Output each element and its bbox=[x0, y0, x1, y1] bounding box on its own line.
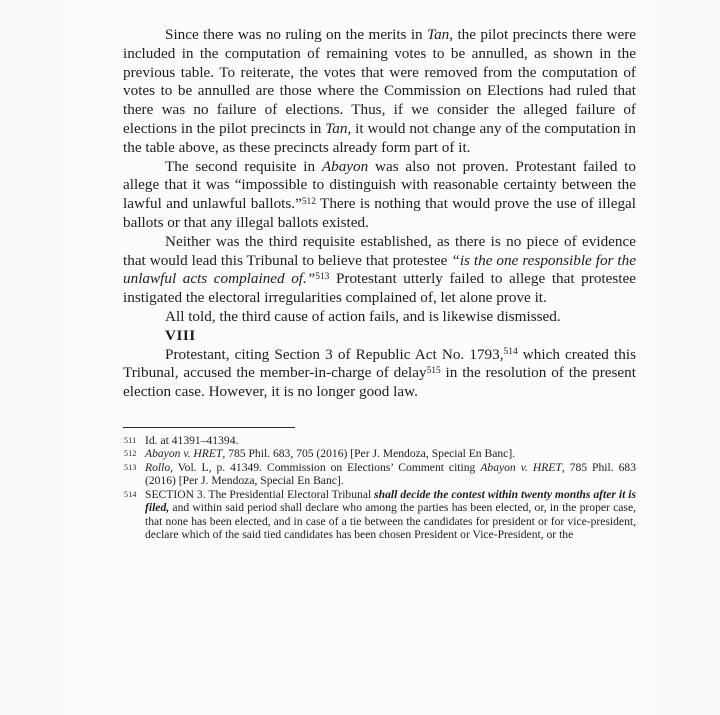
footnote-text: SECTION 3. The Presidential Electoral Tribunal shall decide the contest within twenty months after it is filed, and within said period shall declare who among the parties has been elected, or, in the proper case, that none has been elected, and in case of a tie between the candidates for president or for vice-president, declare which of the said tied candidates has been chosen President or Vice-President, or the bbox=[145, 487, 636, 542]
paragraph-third-requisite: Neither was the third requisite established, as there is no piece of evidence that would lead this Tribunal to believe that protestee “is the one responsible for the unlawful acts complained of.”$^{513}$ Protestant utterly failed to allege that protestee instigated the electoral irregularities complained of, let alone prove it. bbox=[123, 232, 636, 307]
footnote-number: 513 bbox=[124, 462, 137, 472]
footnotes-section bbox=[123, 434, 636, 542]
document-body bbox=[123, 26, 636, 402]
footnote-number: 511 bbox=[124, 435, 137, 445]
footnote-511 bbox=[123, 434, 636, 447]
section-heading-viii: VIII bbox=[165, 326, 196, 344]
footnote-text: Id. at 41391–41394. bbox=[145, 433, 239, 447]
paragraph-all-told: All told, the third cause of action fails, and is likewise dismissed. bbox=[165, 307, 561, 325]
paragraph-republic-act: Protestant, citing Section 3 of Republic Act No. 1793,$^{514}$ which created this Tribunal, accused the member-in-charge of delay$^{515}$ in the resolution of the present election case. However, it is no longer good law. bbox=[123, 345, 636, 401]
footnote-514 bbox=[123, 488, 636, 542]
footnote-512 bbox=[123, 447, 636, 460]
footnote-separator bbox=[123, 427, 295, 428]
footnote-text: Abayon v. HRET, 785 Phil. 683, 705 (2016) [Per J. Mendoza, Special En Banc]. bbox=[145, 447, 516, 461]
footnote-number: 512 bbox=[124, 449, 137, 459]
paragraph-second-requisite: The second requisite in Abayon was also not proven. Protestant failed to allege that it was “impossible to distinguish with reasonable certainty between the lawful and unlawful ballots.”$^{512}$ There is nothing that would prove the use of illegal ballots or that any illegal ballots existed. bbox=[123, 157, 636, 231]
footnote-text: Rollo, Vol. L, p. 41349. Commission on Elections’ Comment citing Abayon v. HRET, 785 Phil. 683 (2016) [Per J. Mendoza, Special En Banc]. bbox=[145, 460, 636, 488]
paragraph-tan-pilot-precincts: Since there was no ruling on the merits in Tan, the pilot precincts there were included in the computation of remaining votes to be annulled, as shown in the previous table. To reiterate, the votes that were removed from the computation of votes to be annulled are those where the Commission on Elections had ruled that there was no failure of elections. Thus, if we consider the alleged failure of elections in the pilot precincts in Tan, it would not change any of the computation in the table above, as these precincts already form part of it. bbox=[123, 26, 637, 156]
footnote-513 bbox=[123, 461, 636, 488]
footnote-number: 514 bbox=[124, 489, 137, 499]
